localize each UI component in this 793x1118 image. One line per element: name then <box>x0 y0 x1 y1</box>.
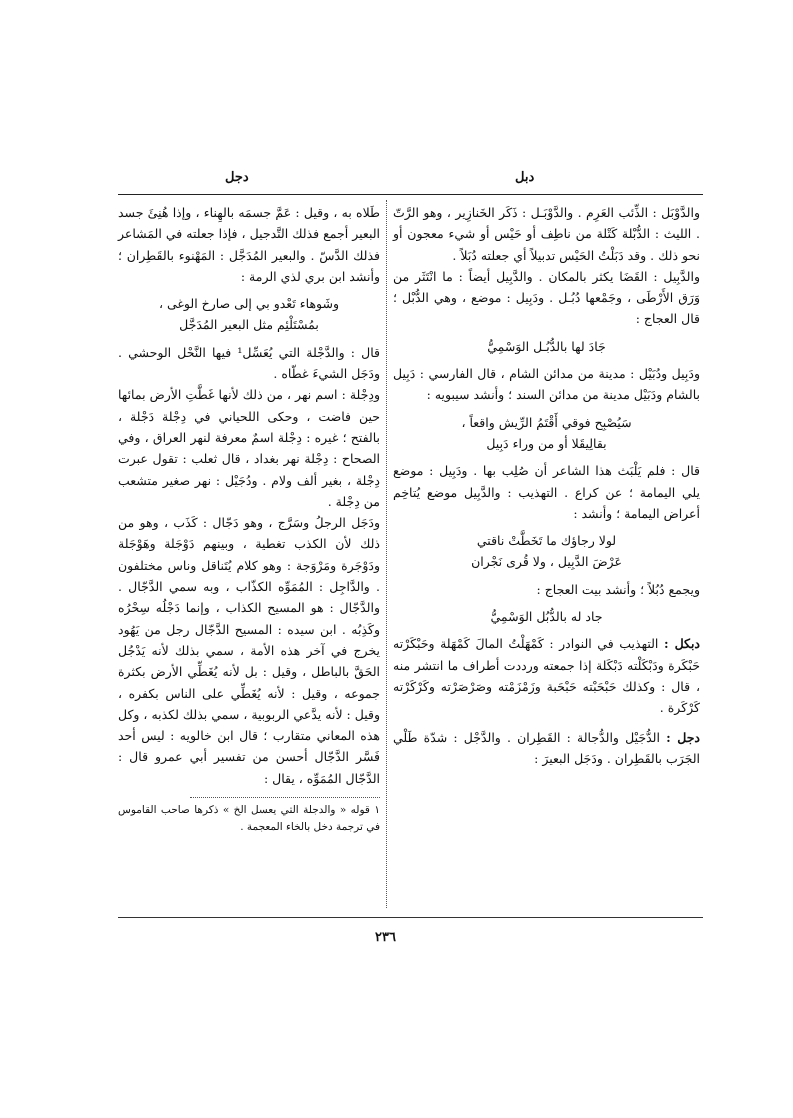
verse <box>393 530 700 573</box>
paragraph: ودَبِيل ودُبَيْل : مدينة من مدائن الشام ، قال الفارسي : دَبِيل بالشام ودَبَيْل مدينة من مدائن السند ؛ وأنشد سيبويه : <box>393 366 700 403</box>
paragraph: والدَّبِيل : القَضَا يكثر بالمكان . والدَّبِيل أيضاً : ما انْتَثَر من وَرَق الأَرْطَى ، وجَمْعها دُبُـل . ودَبِيل : موضع ، وهي الدُّبْل ؛ قال العجاج : <box>393 268 700 327</box>
paragraph: ويجمع دُبُلاً ؛ وأنشد بيت العجاج : <box>536 581 700 597</box>
paragraph: والدَّوْبَل : الذِّئب العَرِم . والدَّوْبَـل : ذَكَر الخَنازِير ، وهو الرَّتّ . الليث : الدُّبْلة كَتْلة من ناطِف أو حَيْس أو شيء معجون أو نحو ذلك . وقد دَبَلْتُ الحَيْس تدبيلاً أي جعلته دُبَلاً . <box>393 205 700 263</box>
verse-line: جَادَ لها بالدُّبُـل الوَسْمِيُّ <box>487 338 606 354</box>
entry-dbkl <box>393 633 700 718</box>
entry-text: التهذيب في النوادر : كَمْهَلْتُ المالَ كَمْهَلة وحَبْكَرْته حَبْكَرة ودَبْكَلْته دَبْكَلة إذا جمعته ورددت أطراف ما انتشر منه ، قال : وكذلك حَبْحَبْته حَبْحَبة وزَمْزَمْته وصَرْصَرْته وكَرْكَرْته كَرْكَرة . <box>393 636 700 716</box>
running-headword-left: دجل <box>225 170 249 185</box>
left-column <box>118 202 380 836</box>
column-divider <box>386 200 387 908</box>
footer-rule <box>118 917 703 918</box>
entry-headword: دجل : <box>666 729 700 745</box>
paragraph: قال : فلم يَلْبَث هذا الشاعر أن صُلِب بها . ودَبِيل : موضع يلي اليمامة ؛ عن كراع . التهذيب : والدَّبِيل موضع يُتاخِم أعراض اليمامة ؛ وأنشد : <box>393 463 700 521</box>
footnote-rule <box>190 797 380 798</box>
paragraph: طَلاه به ، وقيل : عَمَّ جسمَه بالهِناء ، وإذا هُنِئَ جسد البعير أجمع فذلك التَّدجيل ، فإذا جعلته في المَشاعر فذلك الدَّسّ . والبعير المُدَجَّل : المَهْنوء بالقَطِران ؛ وأنشد ابن بري لذي الرمة : <box>118 205 380 284</box>
verse-line: جاد له بالدُّبُل الوَسْمِيُّ <box>490 609 603 625</box>
entry-djl <box>393 727 700 770</box>
paragraph: ودَجَل الرجلُ وسَرَّج ، وهو دَجّال : كَذَب ، وهو من ذلك لأن الكذب تغطية ، وبينهم دَوْجَلة وهَوْجَلة ودَوْجَرة ومَرْوَجة : وهو كلام يُتَناقل وناس مختلفون . والدَّاجِل : المُمَوِّه الكذّاب ، وبه سمي الدَّجّال . والدَّجّال : هو المسيح الكذاب ، وإنما دَجْلُه سِحْرُه وكَذِبُه . ابن سيده : المسيح الدَّجّال رجل من يَهُود يخرج في آخر هذه الأمة ، سمي بذلك لأنه يَدْجُل الحَقَّ بالباطل ، وقيل : بل لأنه يُغَطِّي الأرض بكثرة جموعه ، وقيل : لأنه يُغَطِّي على الناس بكفره ، وقيل : لأنه يدَّعي الربوبية ، سمي بذلك لكذبه ، وكل هذه المعاني متقارب ؛ قال ابن خالويه : ليس أحد فَسَّر الدَّجّال أحسن من تفسير أبي عمرو قال : الدَّجّال المُمَوِّه ، يقال : <box>118 515 380 786</box>
verse <box>393 606 700 627</box>
verse <box>118 293 380 336</box>
entry-headword: دبكل : <box>664 636 700 652</box>
verse-line: عَرْضَ الدَّبِيل ، ولا قُرى نَجْران <box>471 554 622 570</box>
verse-line: بقالِيقَلا أو من وراء دَبِيل <box>486 435 607 451</box>
verse <box>393 336 700 357</box>
paragraph: قال : والدَّجْلة التي يُعَسِّل¹ فيها النَّحْل الوحشي . ودَجَل الشيءَ غطّاه . <box>118 344 380 382</box>
header-rule <box>118 194 703 195</box>
paragraph: ودِجْلة : اسم نهر ، من ذلك لأنها غَطَّتِ الأرض بمائها حين فاضت ، وحكى اللحياني في دِجْلة دَجْلة ، بالفتح ؛ غيره : دِجْلة اسمٌ معرفة لنهر العراق ، وفي الصحاح : دِجْلة نهر بغداد ، قال ثعلب : تقول عبرت دِجْلة ، بغير ألف ولام . ودُجَيْل : نهر صغير متشعب من دِجْلة . <box>118 387 380 509</box>
running-headword-right: دبل <box>515 170 535 185</box>
verse <box>393 412 700 455</box>
right-column <box>393 202 700 769</box>
footnote: ١ قوله « والدجلة التي يعسل الخ » ذكرها صاحب القاموس في ترجمة دخل بالخاء المعجمة . <box>118 804 380 834</box>
verse-line: وشَوهاء تَعْدو بي إلى صارخ الوغى ، <box>158 296 340 312</box>
entry-text: الدُّجَيْل والدُّجالة : القَطِران . والدَّجْل : شدّة طَلْي الجَرَب بالقَطِران . ودَجَل البعيرَ : <box>393 729 700 766</box>
page-number: ٢٣٦ <box>375 930 396 945</box>
verse-line: سَيُصْبِح فوقي أَقْتَمُ الرِّيش واقعاً ، <box>461 414 632 430</box>
verse-line: بمُسْتَلْئِم مثل البعير المُدَجَّل <box>179 317 319 333</box>
verse-line: لولا رجاؤك ما تَخَطَّتْ ناقتي <box>476 533 617 549</box>
